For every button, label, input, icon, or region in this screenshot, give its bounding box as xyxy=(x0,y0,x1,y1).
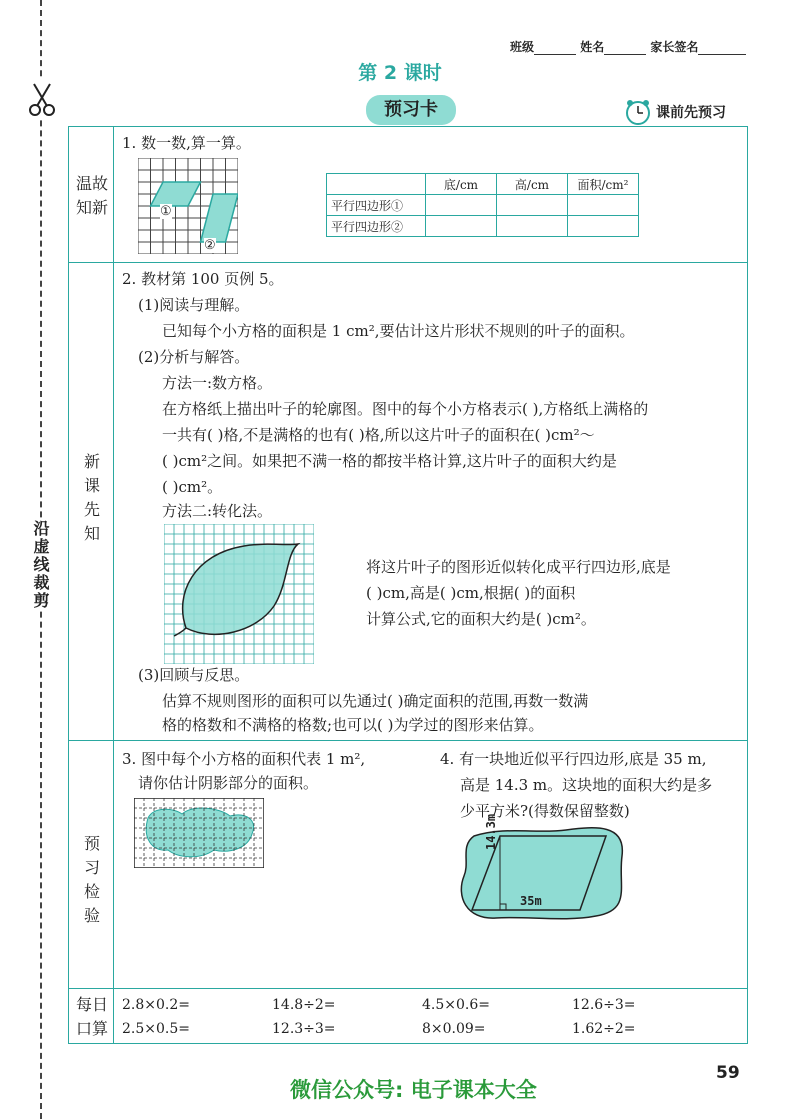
q3-line1: 3. 图中每个小方格的面积代表 1 m², xyxy=(122,750,366,768)
answer-cell[interactable] xyxy=(568,216,639,237)
parent-label: 家长签名 xyxy=(650,40,699,54)
table-row-label: 平行四边形① xyxy=(327,195,426,216)
shape1-label: ① xyxy=(160,204,172,219)
answer-cell[interactable] xyxy=(426,216,497,237)
q2-m2-line2: ( )cm,高是( )cm,根据( )的面积 xyxy=(366,584,576,602)
footer-watermark: 微信公众号: 电子课本大全 xyxy=(290,1078,537,1102)
section-review: 温故知新 xyxy=(75,174,108,217)
daily-item: 12.3÷3= xyxy=(272,1021,336,1037)
divider xyxy=(68,262,748,263)
q2-method2: 方法二:转化法。 xyxy=(162,502,273,520)
name-label: 姓名 xyxy=(580,40,605,54)
land-figure xyxy=(456,826,636,926)
base-label: 35m xyxy=(520,894,542,908)
preview-label: 课前先预习 xyxy=(656,105,726,121)
lesson-title: 第 2 课时 xyxy=(358,62,442,84)
class-label: 班级 xyxy=(510,40,535,54)
q2-m1-line2: 一共有( )格,不是满格的也有( )格,所以这片叶子的面积在( )cm²～ xyxy=(162,426,595,444)
q4-line1: 4. 有一块地近似平行四边形,底是 35 m, xyxy=(440,750,707,768)
answer-cell[interactable] xyxy=(497,195,568,216)
q2-step1-text: 已知每个小方格的面积是 1 cm²,要估计这片形状不规则的叶子的面积。 xyxy=(162,322,635,340)
section-daily: 每日口算 xyxy=(75,995,108,1038)
q2-m2-line1: 将这片叶子的图形近似转化成平行四边形,底是 xyxy=(366,558,671,576)
name-input[interactable] xyxy=(604,42,646,55)
answer-cell[interactable] xyxy=(497,216,568,237)
parent-input[interactable] xyxy=(698,42,746,55)
q2-m1-line1: 在方格纸上描出叶子的轮廓图。图中的每个小方格表示( ),方格纸上满格的 xyxy=(162,400,649,418)
q1-title: 1. 数一数,算一算。 xyxy=(122,134,251,152)
section-new: 新课先知 xyxy=(83,452,100,543)
table-header xyxy=(327,174,426,195)
q2-reflect-line1: 估算不规则图形的面积可以先通过( )确定面积的范围,再数一数满 xyxy=(162,692,589,710)
q2-step1: (1)阅读与理解。 xyxy=(138,296,250,314)
table-header: 面积/cm² xyxy=(568,174,639,195)
q4-line2: 高是 14.3 m。这块地的面积大约是多 xyxy=(460,776,713,794)
q2-m2-line3: 计算公式,它的面积大约是( )cm²。 xyxy=(366,610,596,628)
shape2-label: ② xyxy=(204,238,216,253)
q4-line3: 少平方米?(得数保留整数) xyxy=(460,802,630,820)
scissors-icon xyxy=(26,80,58,120)
daily-item: 4.5×0.6= xyxy=(422,997,490,1013)
page-number: 59 xyxy=(716,1063,740,1083)
daily-item: 8×0.09= xyxy=(422,1021,486,1037)
divider xyxy=(113,126,114,1044)
table-header: 底/cm xyxy=(426,174,497,195)
table-row-label: 平行四边形② xyxy=(327,216,426,237)
answer-cell[interactable] xyxy=(568,195,639,216)
table-header: 高/cm xyxy=(497,174,568,195)
divider xyxy=(68,740,748,741)
q3-line2: 请你估计阴影部分的面积。 xyxy=(138,774,319,792)
daily-item: 1.62÷2= xyxy=(572,1021,636,1037)
q2-title: 2. 教材第 100 页例 5。 xyxy=(122,270,284,288)
q1-table xyxy=(326,173,639,237)
daily-item: 2.5×0.5= xyxy=(122,1021,190,1037)
q2-step3: (3)回顾与反思。 xyxy=(138,666,250,684)
q2-reflect-line2: 格的格数和不满格的格数;也可以( )为学过的图形来估算。 xyxy=(162,716,544,734)
q1-grid-figure xyxy=(138,158,238,258)
section-check: 预习检验 xyxy=(83,834,100,925)
q2-step2: (2)分析与解答。 xyxy=(138,348,250,366)
q3-grid-figure xyxy=(134,798,264,872)
leaf-grid-figure xyxy=(164,524,314,668)
daily-item: 12.6÷3= xyxy=(572,997,636,1013)
cut-label: 沿虚线裁剪 xyxy=(31,520,50,610)
q2-m1-line3: ( )cm²之间。如果把不满一格的都按半格计算,这片叶子的面积大约是 xyxy=(162,452,617,470)
daily-item: 2.8×0.2= xyxy=(122,997,190,1013)
q2-m1-line4: ( )cm²。 xyxy=(162,478,223,496)
divider xyxy=(68,988,748,989)
card-title: 预习卡 xyxy=(366,95,456,125)
class-input[interactable] xyxy=(534,42,576,55)
answer-cell[interactable] xyxy=(426,195,497,216)
height-label: 14.3m xyxy=(484,813,498,850)
q2-method1: 方法一:数方格。 xyxy=(162,374,273,392)
daily-item: 14.8÷2= xyxy=(272,997,336,1013)
header-fields xyxy=(510,38,746,55)
